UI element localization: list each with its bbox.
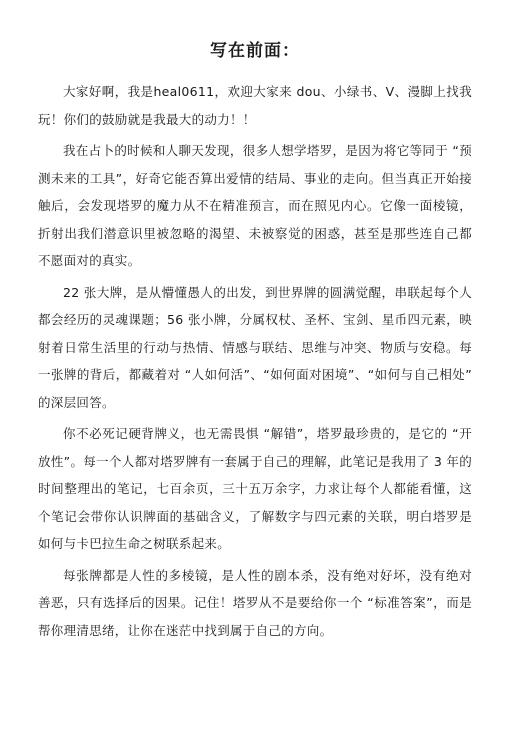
paragraph-notes: 你不必死记硬背牌义，也无需畏惧 “解错”，塔罗最珍贵的，是它的 “开放性”。每一个人都对塔罗牌有一套属于自己的理解，此笔记是我用了 3 年的时间整理出的笔记，七百余页，三十五万余字，力求让每个人都能看懂，这个笔记会带你认识牌面的基础含义，了解数字与四元素的关联，明白塔罗是如何与卡巴拉生命之树联系起来。 — [38, 426, 472, 551]
paragraph-intro: 我在占卜的时候和人聊天发现，很多人想学塔罗，是因为将它等同于 “预测未来的工具”，好奇它能否算出爱情的结局、事业的走向。但当真正开始接触后，会发现塔罗的魔力从不在精准预言，而在照见内心。它像一面棱镜，折射出我们潜意识里被忽略的渴望、未被察觉的困惑，甚至是那些连自己都不愿面对的真实。 — [38, 143, 472, 268]
paragraph-closing: 每张牌都是人性的多棱镜，是人性的剧本杀，没有绝对好坏，没有绝对善恶，只有选择后的因果。记住！塔罗从不是要给你一个 “标准答案”，而是帮你理清思绪，让你在迷茫中找到属于自己的方向。 — [38, 567, 472, 638]
paragraph-greeting: 大家好啊，我是heal0611，欢迎大家来 dou、小绿书、V、漫脚上找我玩！你们的鼓励就是我最大的动力！！ — [38, 84, 472, 127]
paragraph-cards: 22 张大牌，是从懵懂愚人的出发，到世界牌的圆满觉醒，串联起每个人都会经历的灵魂课题；56 张小牌，分属权杖、圣杯、宝剑、星币四元素，映射着日常生活里的行动与热情、情感与联结、思维与冲突、物质与安稳。每一张牌的背后，都藏着对 “人如何活”、“如何面对困境”、“如何与自己相处” 的深层回答。 — [38, 284, 472, 410]
document-title: 写在前面： — [210, 41, 300, 61]
